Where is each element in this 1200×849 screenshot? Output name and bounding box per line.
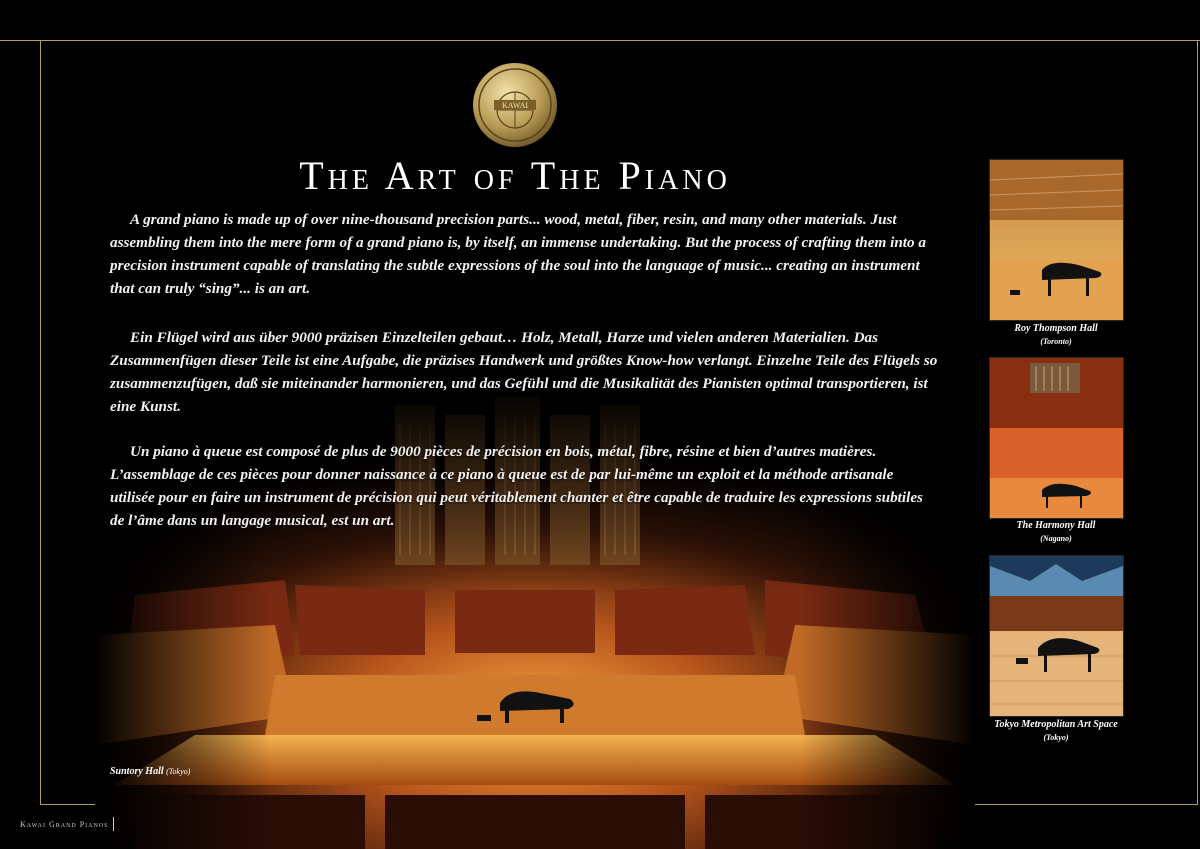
thumbnail-1-location: (Toronto) bbox=[1040, 337, 1072, 346]
thumbnail-roy-thompson-hall bbox=[989, 159, 1124, 321]
thumbnail-1-name: Roy Thompson Hall bbox=[1014, 323, 1098, 334]
thumbnail-harmony-hall bbox=[989, 357, 1124, 519]
kawai-medallion-logo bbox=[472, 62, 558, 148]
main-photo-caption bbox=[110, 766, 190, 777]
caption-hall-location: (Tokyo) bbox=[166, 767, 191, 776]
page-title: The Art of The Piano bbox=[299, 153, 731, 198]
thumbnail-2-name: The Harmony Hall bbox=[1016, 520, 1096, 531]
footer-rule bbox=[113, 817, 114, 831]
caption-hall-name: Suntory Hall bbox=[110, 766, 164, 777]
thumbnail-2-location: (Nagano) bbox=[1040, 534, 1072, 543]
thumbnail-3-name: Tokyo Metropolitan Art Space bbox=[994, 719, 1118, 730]
svg-text:KAWAI: KAWAI bbox=[501, 101, 529, 110]
thumbnail-caption-2 bbox=[970, 519, 1142, 545]
thumbnail-caption-1 bbox=[970, 322, 1142, 348]
thumbnail-3-location: (Tokyo) bbox=[1043, 733, 1069, 742]
page-footer bbox=[20, 817, 114, 831]
thumbnail-caption-3 bbox=[970, 718, 1142, 744]
paragraph-german: Ein Flügel wird aus über 9000 präzisen Einzelteilen gebaut… Holz, Metall, Harze und vielen anderen Materialien. Das Zusammenfügen dieser Teile ist eine Aufgabe, die präzises Handwerk und größtes Know-how verlangt. Einzelne Teile des Flügels so zusammenzufügen, daß sie miteinander harmonieren, und das Gefühl und die Musikalität des Pianisten optimal transportieren, ist eine Kunst. bbox=[110, 329, 938, 415]
footer-label: Kawai Grand Pianos bbox=[20, 819, 109, 829]
paragraph-english: A grand piano is made up of over nine-thousand precision parts... wood, metal, fiber, resin, and many other materials. Just assembling them into the mere form of a grand piano is, by itself, an immense undertaking. But the process of crafting them into a precision instrument capable of translating the subtle expressions of the soul into the language of music... creating an instrument that can truly “sing”... is an art. bbox=[110, 211, 926, 297]
thumbnail-tokyo-metropolitan-art-space bbox=[989, 555, 1124, 717]
paragraph-french: Un piano à queue est composé de plus de 9000 pièces de précision en bois, métal, fibre, résine et bien d’autres matières. L’assemblage de ces pièces pour donner naissance à ce piano à queue est de par lui-même un exploit et la méthode artisanale utilisée pour en faire un instrument de précision qui peut véritablement chanter et être capable de traduire les expressions subtiles de l’âme dans un langage musical, est un art. bbox=[110, 443, 923, 529]
